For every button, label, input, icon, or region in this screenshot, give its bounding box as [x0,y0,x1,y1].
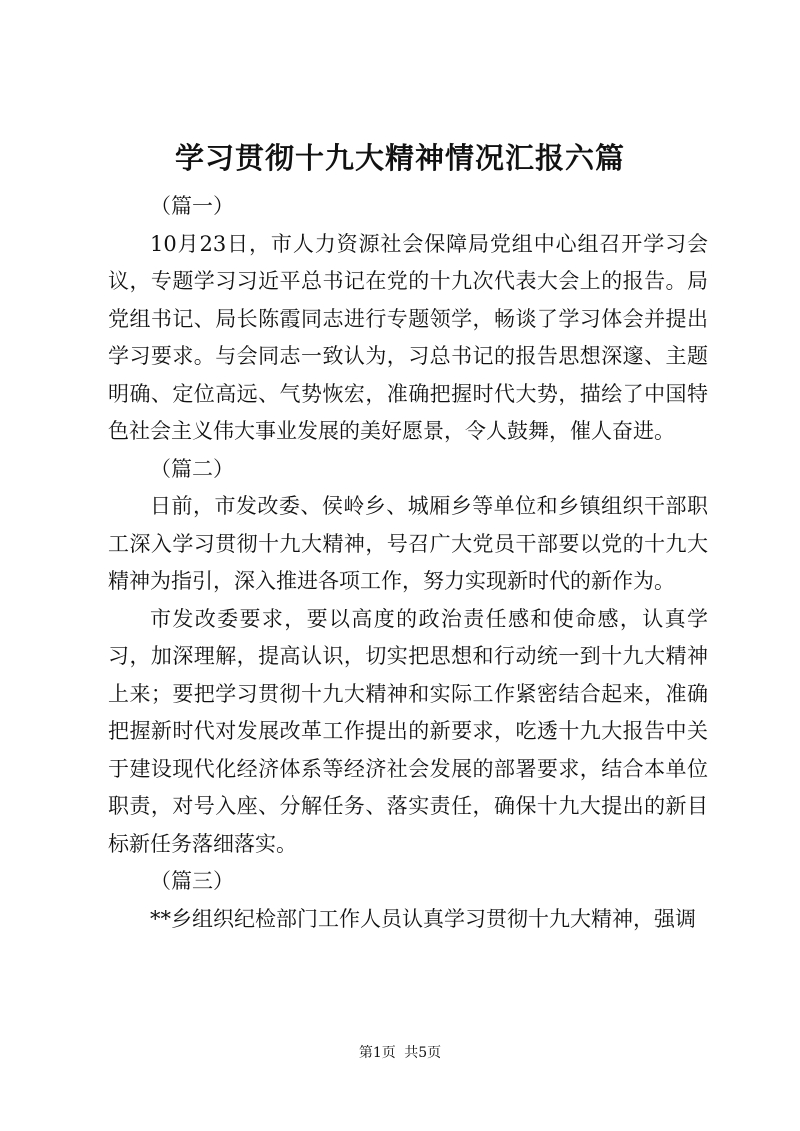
page-total: 共5页 [404,1045,442,1061]
document-body [108,188,708,938]
paragraph: 市发改委要求，要以高度的政治责任感和使命感，认真学习，加深理解，提高认识，切实把思想和行动统一到十九大精神上来；要把学习贯彻十九大精神和实际工作紧密结合起来，准确把握新时代对发展改革工作提出的新要求，吃透十九大报告中关于建设现代化经济体系等经济社会发展的部署要求，结合本单位职责，对号入座、分解任务、落实责任，确保十九大提出的新目标新任务落细落实。 [108,606,708,856]
section-heading-2: （篇二） [150,456,234,481]
paragraph: 10月23日，市人力资源社会保障局党组中心组召开学习会议，专题学习习近平总书记在党的十九次代表大会上的报告。局党组书记、局长陈霞同志进行专题领学，畅谈了学习体会并提出学习要求。与会同志一致认为，习总书记的报告思想深邃、主题明确、定位高远、气势恢宏，准确把握时代大势，描绘了中国特色社会主义伟大事业发展的美好愿景，令人鼓舞，催人奋进。 [108,231,708,443]
section-heading-3: （篇三） [150,869,234,893]
paragraph: 日前，市发改委、侯岭乡、城厢乡等单位和乡镇组织干部职工深入学习贯彻十九大精神，号召广大党员干部要以党的十九大精神为指引，深入推进各项工作，努力实现新时代的新作为。 [108,494,708,593]
paragraph: **乡组织纪检部门工作人员认真学习贯彻十九大精神，强调 [150,906,696,931]
page-number: 第1页 [358,1045,396,1061]
document-title: 学习贯彻十九大精神情况汇报六篇 [174,141,625,175]
section-heading-1: （篇一） [150,194,234,218]
page-footer [0,1043,800,1063]
